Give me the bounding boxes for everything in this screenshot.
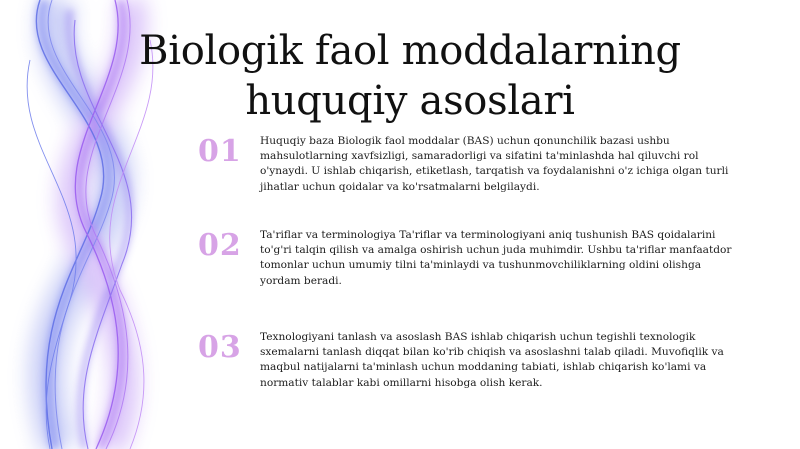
page-title: Biologik faol moddalarning huquqiy asoslari [139, 28, 681, 124]
item-text: Huquqiy baza Biologik faol moddalar (BAS) uchun qonunchilik bazasi ushbu mahsulotlarning xavfsizligi, samaradorligi va sifatini ta'minlashda hal qiluvchi rol o'ynaydi. U ishlab chiqarish, etiketlash, tarqatish va foydalanishni o'z ichiga olgan turli jihatlar uchun qoidalar va ko'rsatmalarni belgilaydi. [260, 135, 729, 193]
list-item [198, 330, 758, 400]
item-number: 01 [198, 134, 242, 169]
item-number: 03 [198, 330, 242, 365]
list-item [198, 134, 758, 204]
item-text: Ta'riflar va terminologiya Ta'riflar va terminologiyani aniq tushunish BAS qoidalarini to'g'ri talqin qilish va amalga oshirish uchun juda muhimdir. Ushbu ta'riflar manfaatdor tomonlar uchun umumiy tilni ta'minlaydi va tushunmovchiliklarning oldini olishga yordam beradi. [260, 229, 732, 287]
item-text: Texnologiyani tanlash va asoslash BAS ishlab chiqarish uchun tegishli texnologik sxemalarni tanlash diqqat bilan ko'rib chiqish va asoslashni talab qiladi. Muvofiqlik va maqbul natijalarni ta'minlash uchun moddaning tabiati, ishlab chiqarish ko'lami va normativ talablar kabi omillarni hisobga olish kerak. [260, 331, 724, 389]
item-number: 02 [198, 228, 242, 263]
list-item [198, 228, 758, 298]
